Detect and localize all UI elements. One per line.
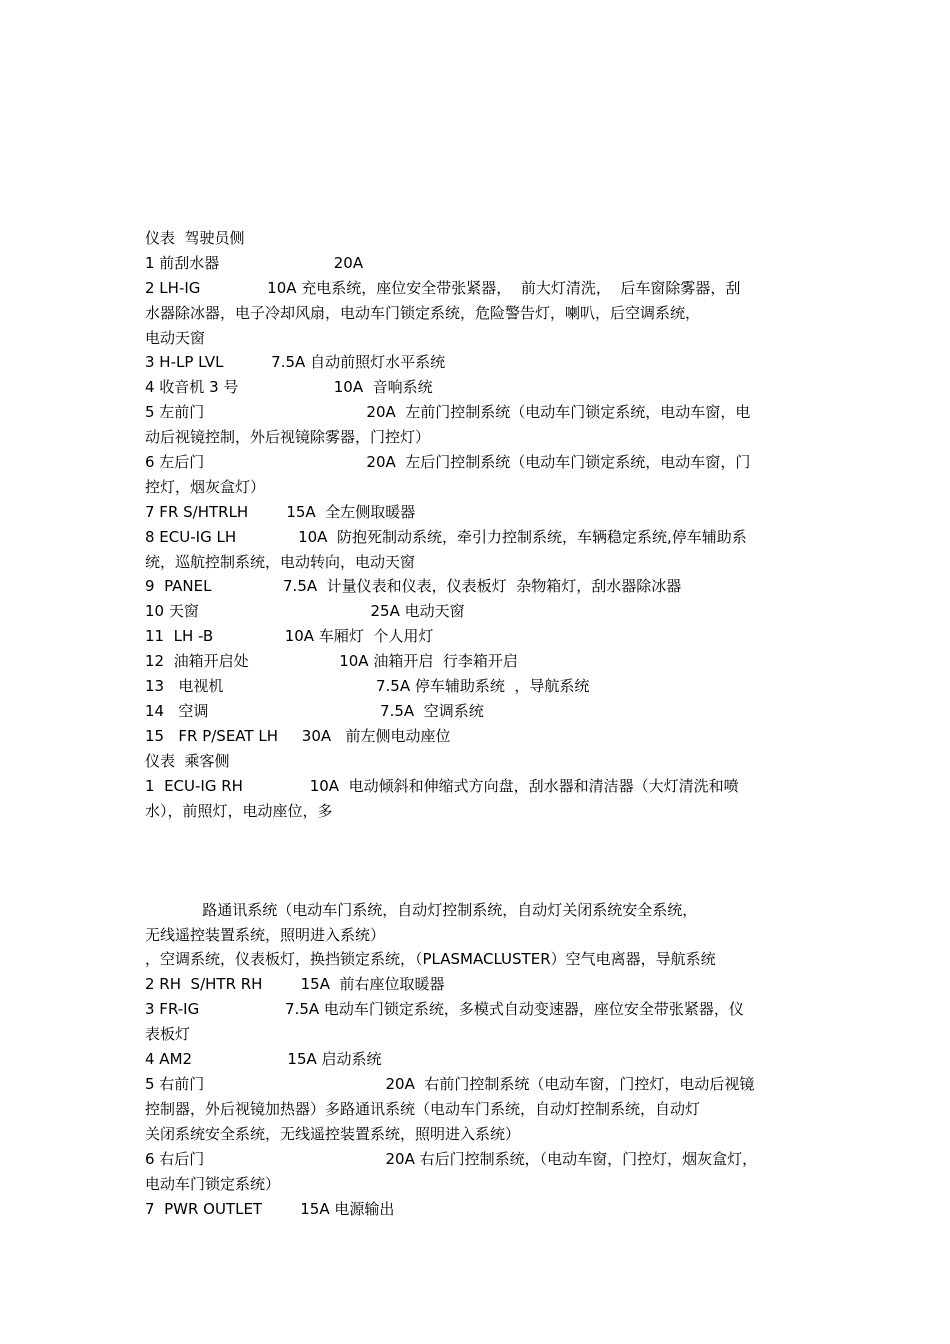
- text-line: 统，巡航控制系统，电动转向，电动天窗: [145, 553, 416, 571]
- text-line: ，空调系统，仪表板灯，换挡锁定系统，（PLASMACLUSTER）空气电离器，导航系统: [145, 950, 716, 968]
- text-line: 7 PWR OUTLET 15A 电源输出: [145, 1200, 395, 1218]
- text-line: 无线遥控装置系统，照明进入系统）: [145, 926, 386, 944]
- text-line: 14 空调 7.5A 空调系统: [145, 702, 484, 720]
- text-line: 4 收音机 3 号 10A 音响系统: [145, 378, 433, 396]
- text-line: 电动车门锁定系统）: [145, 1175, 281, 1193]
- text-line: 11 LH -B 10A 车厢灯 个人用灯: [145, 627, 434, 645]
- text-line: 5 右前门 20A 右前门控制系统（电动车窗，门控灯，电动后视镜: [145, 1075, 755, 1093]
- text-line: 8 ECU-IG LH 10A 防抱死制动系统，牵引力控制系统，车辆稳定系统,停车辅助系: [145, 528, 747, 546]
- text-line: 水），前照灯，电动座位，多: [145, 802, 333, 820]
- text-line: 控制器，外后视镜加热器）多路通讯系统（电动车门系统，自动灯控制系统，自动灯: [145, 1100, 701, 1118]
- text-line: 7 FR S/HTRLH 15A 全左侧取暖器: [145, 503, 416, 521]
- text-line: 10 天窗 25A 电动天窗: [145, 602, 465, 620]
- text-line: 电动天窗: [145, 329, 206, 347]
- text-line: 2 RH S/HTR RH 15A 前右座位取暖器: [145, 975, 445, 993]
- text-line: 15 FR P/SEAT LH 30A 前左侧电动座位: [145, 727, 451, 745]
- text-line: 12 油箱开启处 10A 油箱开启 行李箱开启: [145, 652, 518, 670]
- text-line: 路通讯系统（电动车门系统，自动灯控制系统，自动灯关闭系统安全系统，: [145, 901, 698, 919]
- text-line: 6 左后门 20A 左后门控制系统（电动车门锁定系统，电动车窗，门: [145, 453, 751, 471]
- text-line: 关闭系统安全系统，无线遥控装置系统，照明进入系统）: [145, 1125, 521, 1143]
- text-line: 表板灯: [145, 1025, 191, 1043]
- text-line: 3 H-LP LVL 7.5A 自动前照灯水平系统: [145, 353, 446, 371]
- text-line: 1 ECU-IG RH 10A 电动倾斜和伸缩式方向盘，刮水器和清洁器（大灯清洗和喷: [145, 777, 739, 795]
- section-heading-driver: 仪表 驾驶员侧: [145, 229, 245, 247]
- text-line: 5 左前门 20A 左前门控制系统（电动车门锁定系统，电动车窗，电: [145, 403, 751, 421]
- text-line: 2 LH-IG 10A 充电系统，座位安全带张紧器， 前大灯清洗， 后车窗除雾器，刮: [145, 279, 741, 297]
- text-line: 3 FR-IG 7.5A 电动车门锁定系统，多模式自动变速器，座位安全带张紧器，仪: [145, 1000, 744, 1018]
- text-line: 6 右后门 20A 右后门控制系统，（电动车窗，门控灯，烟灰盒灯，: [145, 1150, 758, 1168]
- text-line: 9 PANEL 7.5A 计量仪表和仪表，仪表板灯 杂物箱灯，刮水器除冰器: [145, 577, 682, 595]
- section-heading-passenger: 仪表 乘客侧: [145, 752, 230, 770]
- text-line: 控灯，烟灰盒灯）: [145, 478, 266, 496]
- text-line: 动后视镜控制，外后视镜除雾器，门控灯）: [145, 428, 431, 446]
- text-line: 13 电视机 7.5A 停车辅助系统 ，导航系统: [145, 677, 590, 695]
- text-line: 1 前刮水器 20A: [145, 254, 364, 272]
- text-line: 水器除冰器，电子冷却风扇，电动车门锁定系统，危险警告灯，喇叭，后空调系统，: [145, 304, 701, 322]
- text-line: 4 AM2 15A 启动系统: [145, 1050, 382, 1068]
